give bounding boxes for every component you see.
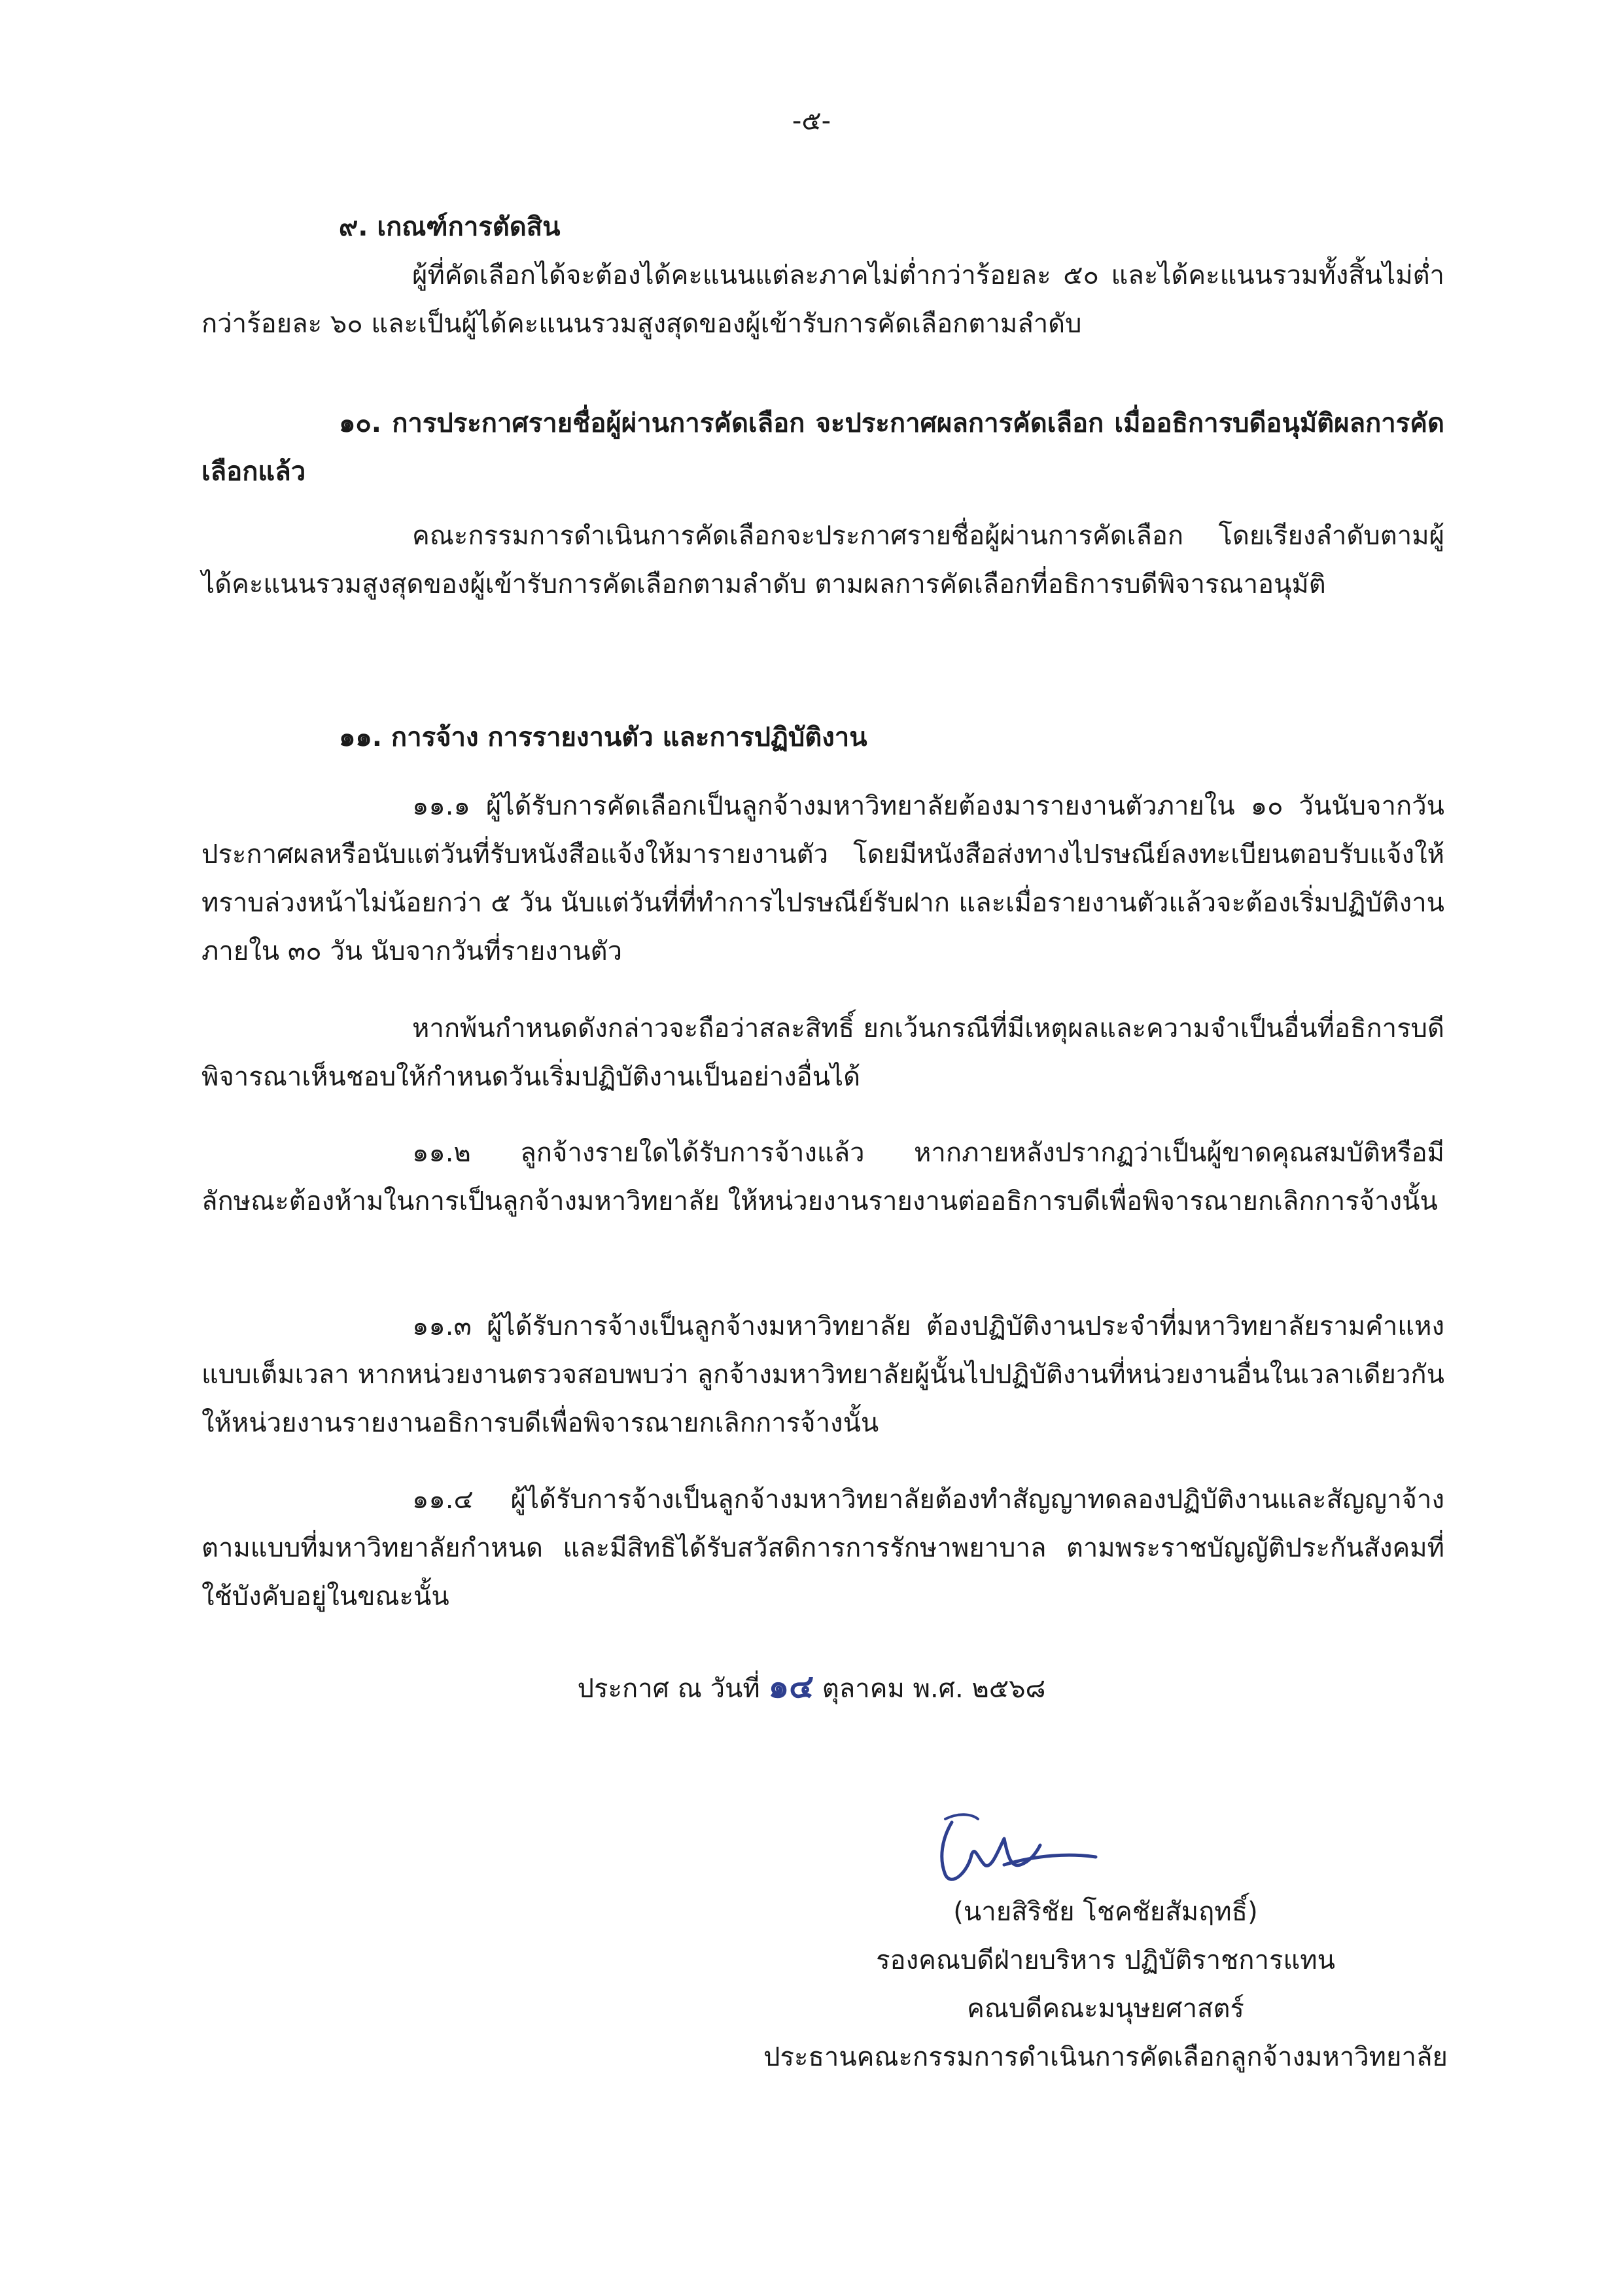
date-suffix: ตุลาคม พ.ศ. ๒๕๖๘: [822, 1674, 1046, 1704]
signatory-name: (นายสิริชัย โชคชัยสัมฤทธิ์): [953, 1897, 1258, 1927]
section-9-body: ผู้ที่คัดเลือกได้จะต้องได้คะแนนแต่ละภาคไม่ต่ำกว่าร้อยละ ๕๐ และได้คะแนนรวมทั้งสิ้นไม่ต่ำกว่าร้อยละ ๖๐ และเป็นผู้ได้คะแนนรวมสูงสุดของผู้เข้ารับการคัดเลือกตามลำดับ: [201, 260, 1444, 339]
signatory-position-2: คณบดีคณะมนุษยศาสตร์: [967, 1994, 1244, 2024]
page-number: -๕-: [792, 106, 831, 136]
section-11: [201, 713, 1444, 762]
section-9: [201, 203, 1444, 348]
date-day-handwritten: ๑๔: [768, 1667, 814, 1705]
section-11-3: [201, 1302, 1444, 1447]
signatory-position-3: ประธานคณะกรรมการดำเนินการคัดเลือกลูกจ้างมหาวิทยาลัย: [763, 2042, 1448, 2072]
section-9-heading: ๙. เกณฑ์การตัดสิน: [339, 212, 561, 242]
section-11-1: [201, 782, 1444, 976]
date-prefix: ประกาศ ณ วันที่: [577, 1674, 760, 1704]
section-11-4: [201, 1475, 1444, 1621]
section-10: [201, 399, 1444, 609]
signatory-position-1: รองคณบดีฝ่ายบริหาร ปฏิบัติราชการแทน: [876, 1945, 1335, 1975]
section-11-waiver: [201, 1004, 1444, 1101]
section-11-1-text: ๑๑.๑ ผู้ได้รับการคัดเลือกเป็นลูกจ้างมหาวิทยาลัยต้องมารายงานตัวภายใน ๑๐ วันนับจากวันประกาศผลหรือนับแต่วันที่รับหนังสือแจ้งให้มารายงานตัว โดยมีหนังสือส่งทางไปรษณีย์ลงทะเบียนตอบรับแจ้งให้ทราบล่วงหน้าไม่น้อยกว่า ๕ วัน นับแต่วันที่ที่ทำการไปรษณีย์รับฝาก และเมื่อรายงานตัวแล้วจะต้องเริ่มปฏิบัติงานภายใน ๓๐ วัน นับจากวันที่รายงานตัว: [201, 791, 1444, 966]
section-11-3-text: ๑๑.๓ ผู้ได้รับการจ้างเป็นลูกจ้างมหาวิทยาลัย ต้องปฏิบัติงานประจำที่มหาวิทยาลัยรามคำแหงแบบเต็มเวลา หากหน่วยงานตรวจสอบพบว่า ลูกจ้างมหาวิทยาลัยผู้นั้นไปปฏิบัติงานที่หน่วยงานอื่นในเวลาเดียวกัน ให้หน่วยงานรายงานอธิการบดีเพื่อพิจารณายกเลิกการจ้างนั้น: [201, 1311, 1444, 1438]
section-11-heading: ๑๑. การจ้าง การรายงานตัว และการปฏิบัติงาน: [339, 722, 867, 752]
section-11-waiver-text: หากพ้นกำหนดดังกล่าวจะถือว่าสละสิทธิ์ ยกเว้นกรณีที่มีเหตุผลและความจำเป็นอื่นที่อธิการบดีพิจารณาเห็นชอบให้กำหนดวันเริ่มปฏิบัติงานเป็นอย่างอื่นได้: [201, 1014, 1444, 1092]
section-11-4-text: ๑๑.๔ ผู้ได้รับการจ้างเป็นลูกจ้างมหาวิทยาลัยต้องทำสัญญาทดลองปฏิบัติงานและสัญญาจ้างตามแบบที่มหาวิทยาลัยกำหนด และมีสิทธิได้รับสวัสดิการการรักษาพยาบาล ตามพระราชบัญญัติประกันสังคมที่ใช้บังคับอยู่ในขณะนั้น: [201, 1485, 1444, 1612]
section-10-heading: ๑๐. การประกาศรายชื่อผู้ผ่านการคัดเลือก จะประกาศผลการคัดเลือก เมื่ออธิการบดีอนุมัติผลการคัดเลือกแล้ว: [201, 408, 1444, 487]
section-11-2: [201, 1129, 1444, 1226]
signatory-block: [536, 1888, 1623, 2081]
announcement-date: [0, 1662, 1623, 1713]
section-11-2-text: ๑๑.๒ ลูกจ้างรายใดได้รับการจ้างแล้ว หากภายหลังปรากฏว่าเป็นผู้ขาดคุณสมบัติหรือมีลักษณะต้องห้ามในการเป็นลูกจ้างมหาวิทยาลัย ให้หน่วยงานรายงานต่ออธิการบดีเพื่อพิจารณายกเลิกการจ้างนั้น: [201, 1138, 1444, 1216]
section-10-body: คณะกรรมการดำเนินการคัดเลือกจะประกาศรายชื่อผู้ผ่านการคัดเลือก โดยเรียงลำดับตามผู้ได้คะแนนรวมสูงสุดของผู้เข้ารับการคัดเลือกตามลำดับ ตามผลการคัดเลือกที่อธิการบดีพิจารณาอนุมัติ: [201, 521, 1444, 599]
